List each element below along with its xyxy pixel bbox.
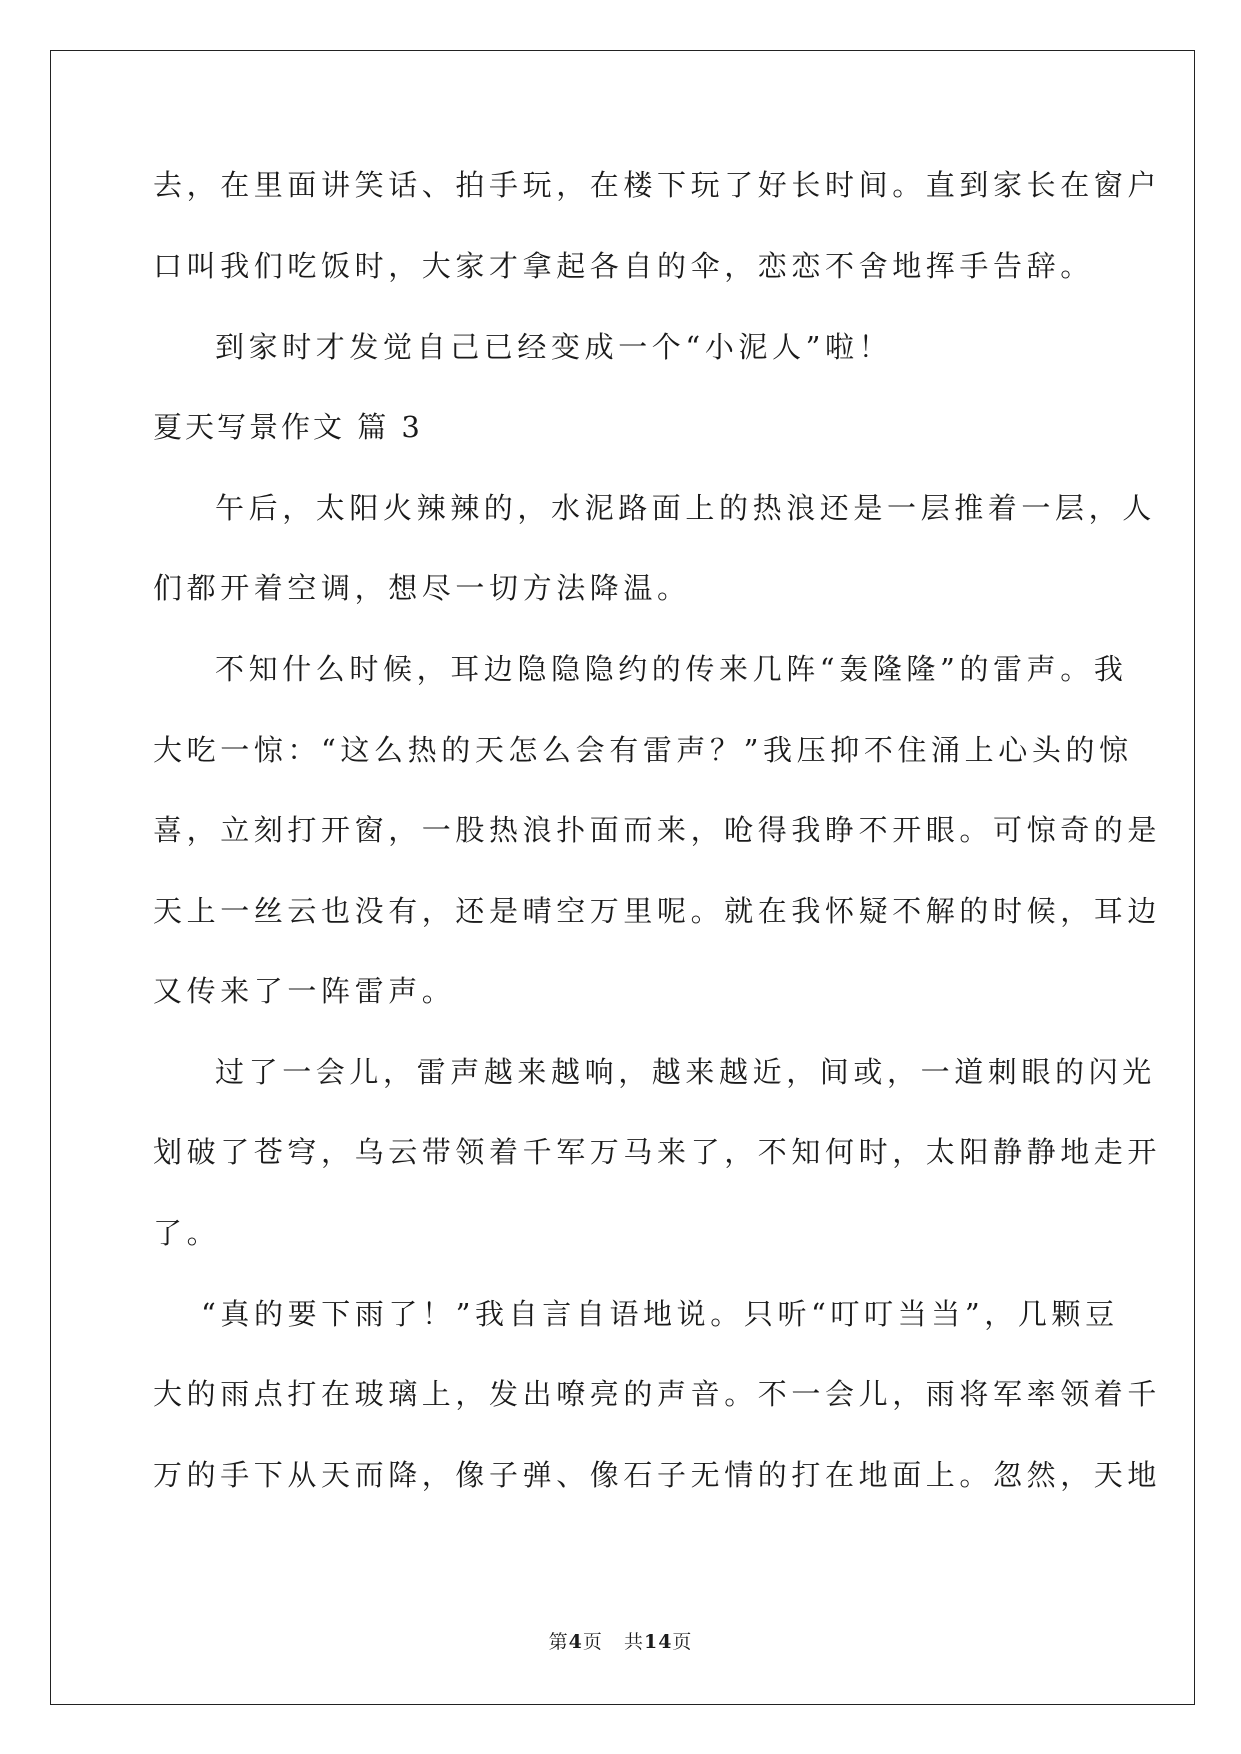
text-line: 不知什么时候，耳边隐隐隐约的传来几阵“轰隆隆”的雷声。我 — [215, 652, 1128, 686]
text-line: 喜，立刻打开窗，一股热浪扑面而来，呛得我睁不开眼。可惊奇的是 — [153, 813, 1162, 847]
total-suffix: 页 — [672, 1631, 693, 1653]
text-line: 过了一会儿，雷声越来越响，越来越近，间或，一道刺眼的闪光 — [215, 1055, 1156, 1089]
text-line: 了。 — [153, 1216, 221, 1250]
text-line: 们都开着空调，想尽一切方法降温。 — [153, 571, 691, 605]
text-line: 午后，太阳火辣辣的，水泥路面上的热浪还是一层推着一层，人 — [215, 491, 1156, 525]
text-line: 又传来了一阵雷声。 — [153, 974, 456, 1008]
total-pages: 14 — [643, 1631, 673, 1653]
page-prefix: 第 — [548, 1631, 569, 1653]
text-line: 去，在里面讲笑话、拍手玩，在楼下玩了好长时间。直到家长在窗户 — [153, 168, 1162, 202]
text-line: 大的雨点打在玻璃上，发出嘹亮的声音。不一会儿，雨将军率领着千 — [153, 1377, 1162, 1411]
text-line: “真的要下雨了！”我自言自语地说。只听“叮叮当当”，几颗豆 — [201, 1297, 1119, 1331]
text-line: 大吃一惊：“这么热的天怎么会有雷声？”我压抑不住涌上心头的惊 — [153, 733, 1133, 767]
text-line: 万的手下从天而降，像子弹、像石子无情的打在地面上。忽然，天地 — [153, 1458, 1162, 1492]
text-line: 口叫我们吃饭时，大家才拿起各自的伞，恋恋不舍地挥手告辞。 — [153, 249, 1094, 283]
text-line: 划破了苍穹，乌云带领着千军万马来了，不知何时，太阳静静地走开 — [153, 1135, 1162, 1169]
page-footer — [0, 1627, 1241, 1654]
section-heading: 夏天写景作文 篇 3 — [153, 410, 423, 444]
text-line: 天上一丝云也没有，还是晴空万里呢。就在我怀疑不解的时候，耳边 — [153, 894, 1162, 928]
page-number: 4 — [568, 1631, 583, 1653]
text-line: 到家时才发觉自己已经变成一个“小泥人”啦！ — [215, 330, 893, 364]
page-suffix: 页 — [582, 1631, 603, 1653]
total-prefix: 共 — [623, 1631, 644, 1653]
